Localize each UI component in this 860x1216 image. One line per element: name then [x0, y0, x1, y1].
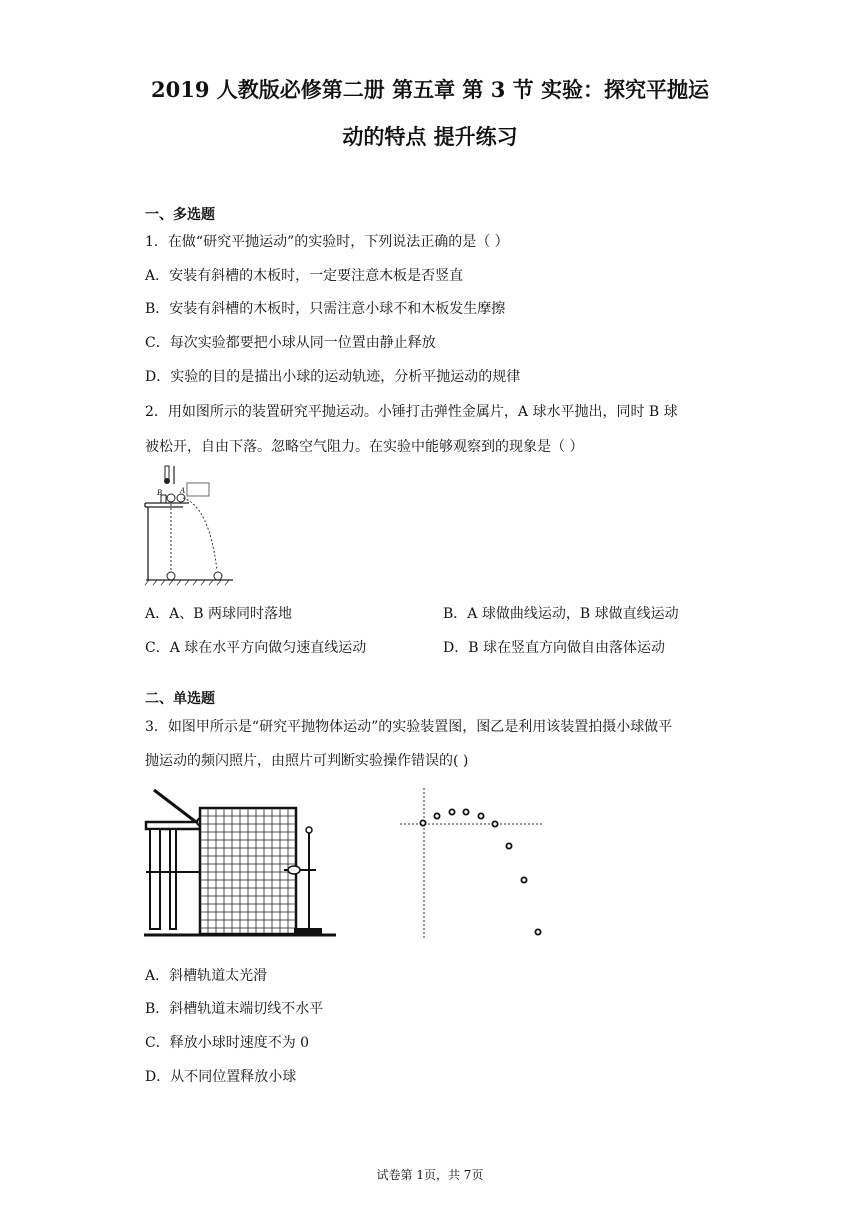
label-a: A — [180, 486, 185, 495]
page-footer: 试卷第 1页，共 7页 — [376, 1168, 484, 1182]
q3-option-a: A．斜槽轨道太光滑 — [145, 968, 268, 984]
q2-option-c: C．A 球在水平方向做匀速直线运动 — [145, 640, 367, 656]
q3-stem-line-2: 抛运动的频闪照片，由照片可判断实验操作错误的( ) — [145, 753, 469, 769]
q1-option-b: B．安装有斜槽的木板时，只需注意小球不和木板发生摩擦 — [145, 301, 506, 317]
q3-option-b: B．斜槽轨道末端切线不水平 — [145, 1001, 324, 1017]
q3-stem-line-1: 3．如图甲所示是“研究平抛物体运动”的实验装置图，图乙是利用该装置拍摄小球做平 — [145, 719, 673, 735]
q3-figure-apparatus — [144, 786, 336, 941]
q2-option-d: D．B 球在竖直方向做自由落体运动 — [443, 640, 665, 656]
q2-option-a: A．A、B 两球同时落地 — [145, 606, 292, 622]
q3-figure-flash-photo — [396, 786, 546, 941]
q2-option-b: B．A 球做曲线运动，B 球做直线运动 — [443, 606, 679, 622]
q2-stem-line-2: 被松开，自由下落。忽略空气阻力。在实验中能够观察到的现象是（ ） — [145, 439, 584, 455]
q1-option-a: A．安装有斜槽的木板时，一定要注意木板是否竖直 — [145, 268, 464, 284]
q1-option-c: C．每次实验都要把小球从同一位置由静止释放 — [145, 335, 436, 351]
q1-option-d: D．实验的目的是描出小球的运动轨迹，分析平抛运动的规律 — [145, 369, 521, 385]
q2-apparatus-figure — [143, 462, 235, 587]
title-line-1: 2019 人教版必修第二册 第五章 第 3 节 实验：探究平抛运 — [151, 77, 709, 102]
label-b: B — [157, 488, 162, 497]
title-line-2: 动的特点 提升练习 — [342, 124, 518, 149]
q3-option-c: C．释放小球时速度不为 0 — [145, 1035, 310, 1051]
q2-stem-line-1-text: 2．用如图所示的装置研究平抛运动。小锤打击弹性金属片，A 球水平抛出，同时 B 球 — [145, 404, 678, 420]
q1-stem: 1．在做“研究平抛运动”的实验时，下列说法正确的是（ ） — [145, 234, 509, 250]
q3-option-d: D．从不同位置释放小球 — [145, 1069, 297, 1085]
section-heading-single-choice: 二、单选题 — [145, 691, 215, 707]
section-heading-multiple-choice: 一、多选题 — [145, 207, 215, 223]
